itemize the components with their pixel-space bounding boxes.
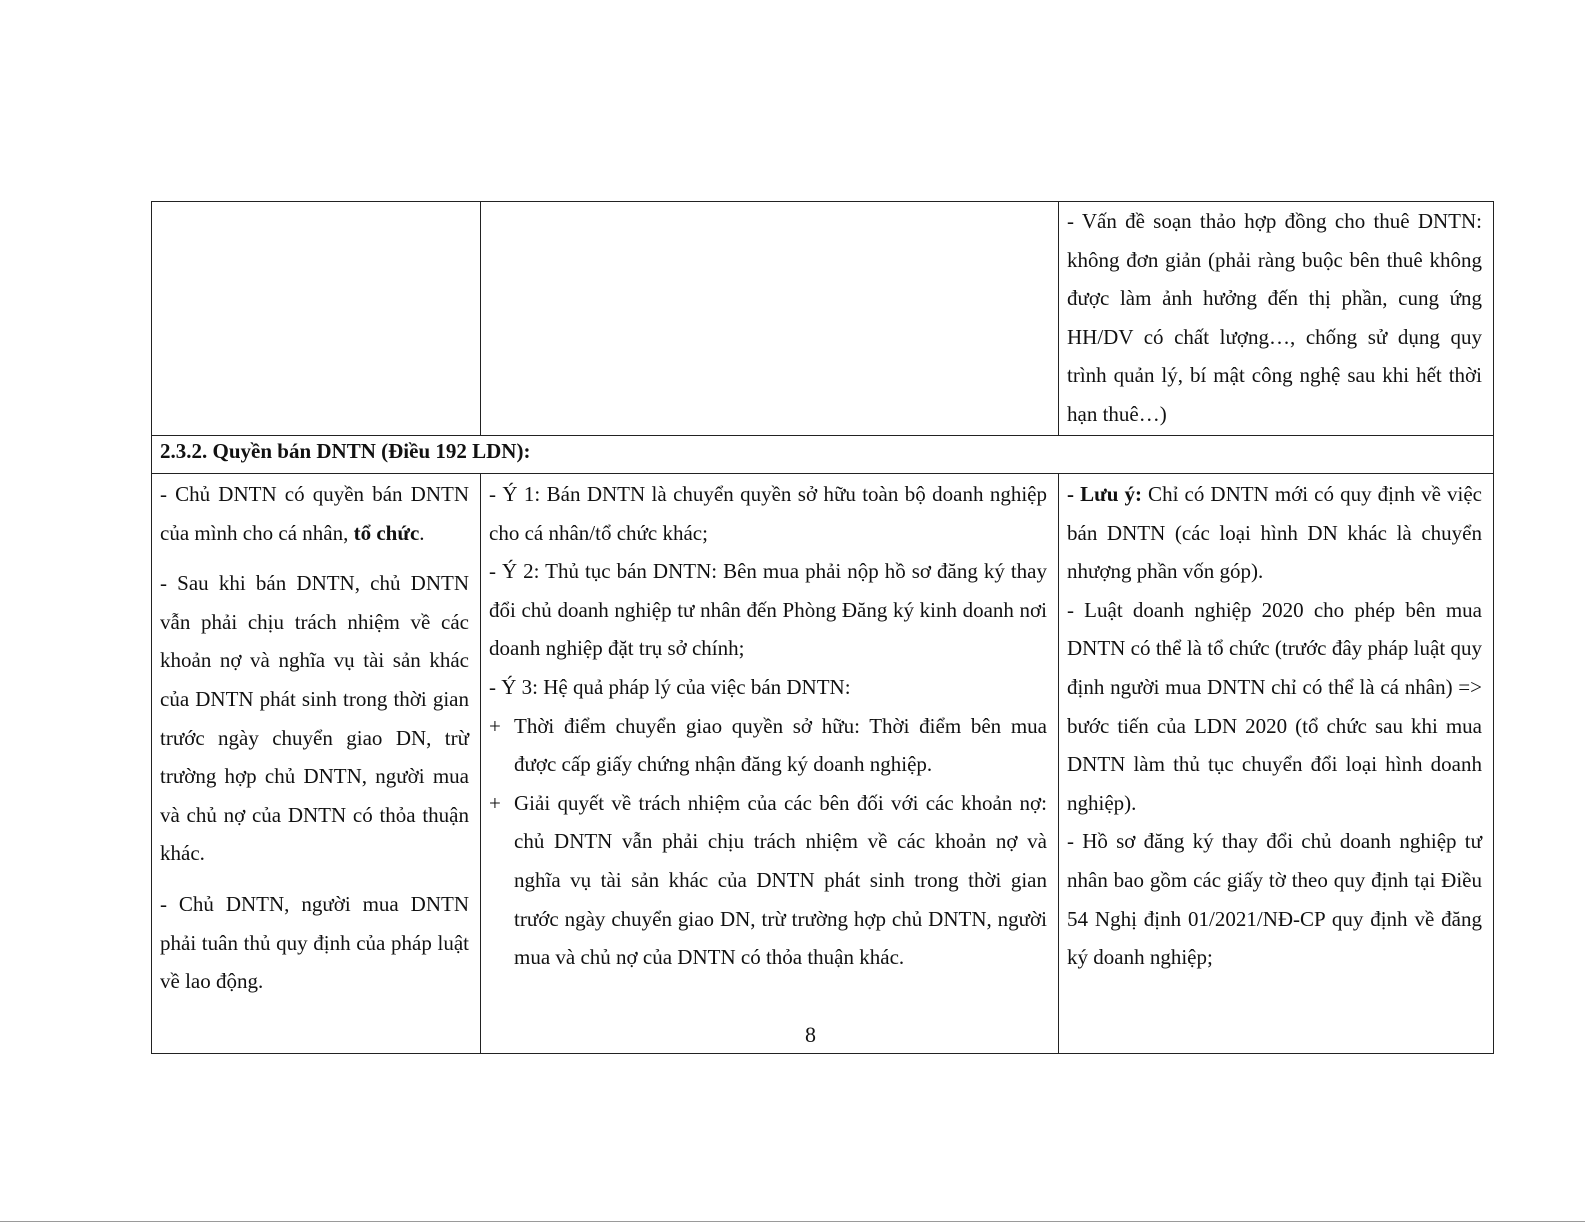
analysis-bullet-2-text: Giải quyết về trách nhiệm của các bên đối với các khoản nợ: chủ DNTN vẫn phải chịu trách nhiệm về các khoản nợ và nghĩa vụ tài sản khác của DNTN phát sinh trong thời gian trước ngày chuyển giao DN, trừ trường hợp chủ DNTN, người mua và chủ nợ của DNTN có thỏa thuận khác. bbox=[514, 790, 1047, 970]
cell-analysis bbox=[481, 474, 1059, 1054]
cell-continued-note bbox=[1059, 202, 1494, 436]
cell-empty-2 bbox=[481, 202, 1059, 436]
note-label: - Lưu ý: bbox=[1067, 482, 1142, 506]
content-table bbox=[151, 201, 1494, 1054]
law-paragraph-1-text: - Chủ DNTN có quyền bán DNTN của mình cho cá nhân, bbox=[160, 482, 469, 545]
analysis-point-3: - Ý 3: Hệ quả pháp lý của việc bán DNTN: bbox=[489, 674, 851, 699]
note-paragraph-2: - Luật doanh nghiệp 2020 cho phép bên mua DNTN có thể là tổ chức (trước đây pháp luật quy định người mua DNTN chỉ có thể là cá nhân) => bước tiến của LDN 2020 (tổ chức sau khi mua DNTN làm thủ tục chuyển đổi loại hình doanh nghiệp). bbox=[1067, 597, 1482, 815]
analysis-bullet-1-text: Thời điểm chuyển giao quyền sở hữu: Thời điểm bên mua được cấp giấy chứng nhận đăng ký doanh nghiệp. bbox=[514, 713, 1047, 777]
analysis-bullet-2 bbox=[489, 784, 1047, 977]
law-paragraph-1 bbox=[160, 475, 469, 552]
cell-law-content bbox=[152, 474, 481, 1054]
cell-empty-1 bbox=[152, 202, 481, 436]
analysis-bullet-1 bbox=[489, 707, 1047, 784]
note-paragraph-1 bbox=[1067, 475, 1482, 591]
continued-note-text: - Vấn đề soạn thảo hợp đồng cho thuê DNTN: không đơn giản (phải ràng buộc bên thuê không được làm ảnh hưởng đến thị phần, cung ứng HH/DV có chất lượng…, chống sử dụng quy trình quản lý, bí mật công nghệ sau khi hết thời hạn thuê…) bbox=[1067, 209, 1482, 426]
law-paragraph-1-end: . bbox=[419, 520, 425, 545]
note-paragraph-1-text: Chỉ có DNTN mới có quy định về việc bán DNTN (các loại hình DN khác là chuyển nhượng phần vốn góp). bbox=[1067, 482, 1482, 584]
cell-notes bbox=[1059, 474, 1494, 1054]
law-paragraph-3: - Chủ DNTN, người mua DNTN phải tuân thủ quy định của pháp luật về lao động. bbox=[160, 891, 469, 994]
law-paragraph-1-bold: tổ chức bbox=[353, 520, 420, 545]
table-row-main bbox=[152, 474, 1494, 1054]
table-row-continued bbox=[152, 202, 1494, 436]
law-paragraph-2: - Sau khi bán DNTN, chủ DNTN vẫn phải chịu trách nhiệm về các khoản nợ và nghĩa vụ tài sản khác của DNTN phát sinh trong thời gian trước ngày chuyển giao DN, trừ trường hợp chủ DNTN, người mua và chủ nợ của DNTN có thỏa thuận khác. bbox=[160, 571, 469, 866]
plus-bullet-icon: + bbox=[489, 790, 501, 815]
page-number: 8 bbox=[805, 1022, 816, 1047]
section-heading: 2.3.2. Quyền bán DNTN (Điều 192 LDN): bbox=[152, 436, 1494, 474]
note-paragraph-3: - Hồ sơ đăng ký thay đổi chủ doanh nghiệp tư nhân bao gồm các giấy tờ theo quy định tại Điều 54 Nghị định 01/2021/NĐ-CP quy định về đăng ký doanh nghiệp; bbox=[1067, 829, 1482, 970]
plus-bullet-icon: + bbox=[489, 713, 501, 738]
bottom-divider bbox=[0, 1221, 1585, 1222]
table-row-heading bbox=[152, 436, 1494, 474]
analysis-point-1: - Ý 1: Bán DNTN là chuyển quyền sở hữu toàn bộ doanh nghiệp cho cá nhân/tổ chức khác; bbox=[489, 482, 1047, 545]
analysis-point-2: - Ý 2: Thủ tục bán DNTN: Bên mua phải nộp hồ sơ đăng ký thay đổi chủ doanh nghiệp tư nhân đến Phòng Đăng ký kinh doanh nơi doanh nghiệp đặt trụ sở chính; bbox=[489, 559, 1047, 661]
